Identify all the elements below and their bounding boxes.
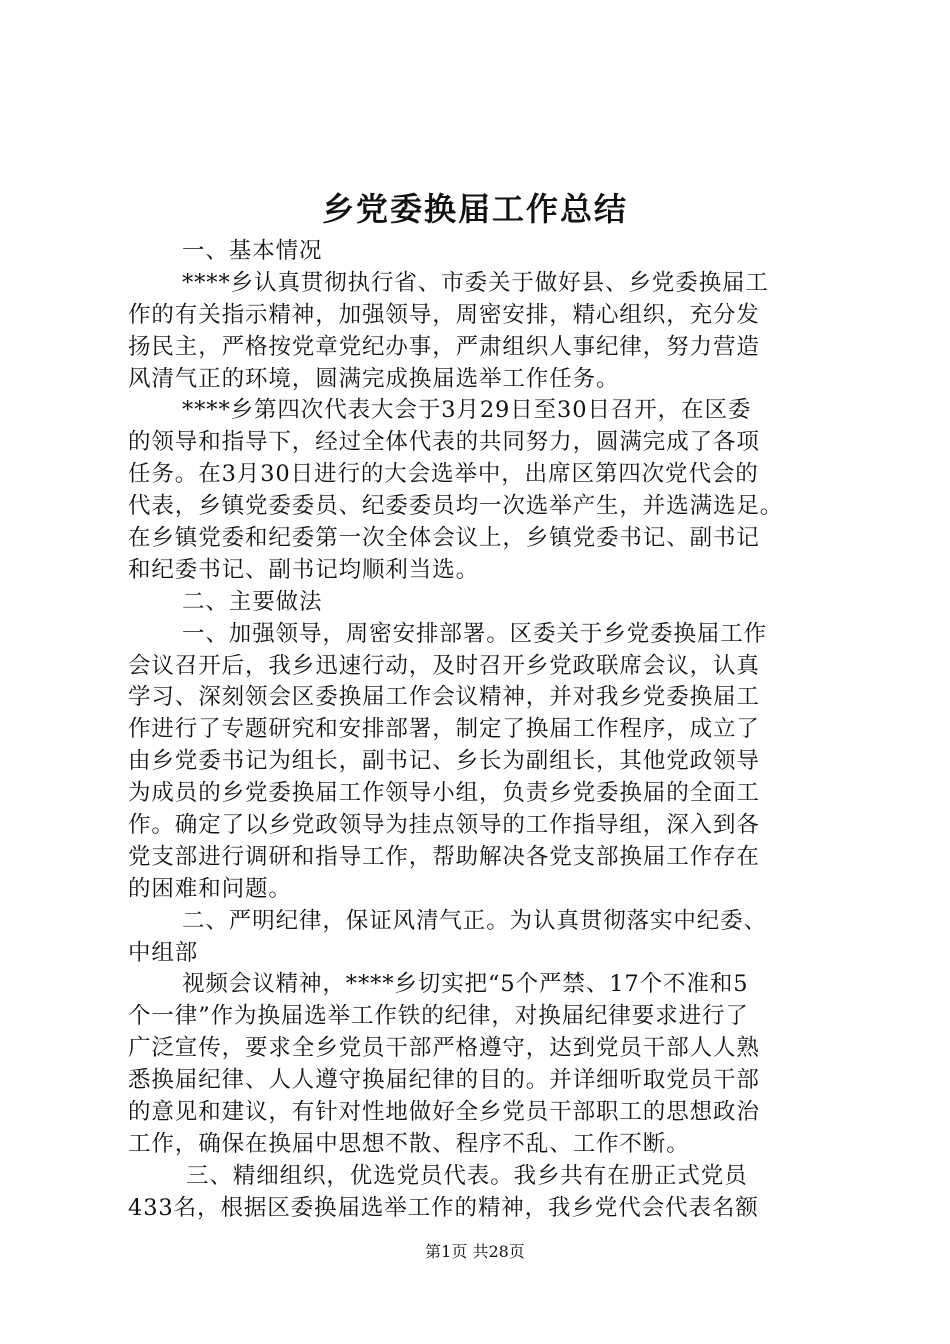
paragraph-line: 广泛宣传，要求全乡党员干部严格遵守，达到党员干部人人熟 bbox=[128, 1035, 760, 1062]
paragraph-line: 中组部 bbox=[128, 939, 199, 966]
document-body bbox=[128, 236, 834, 1225]
paragraph-line: 作进行了专题研究和安排部署，制定了换届工作程序，成立了 bbox=[128, 716, 760, 743]
paragraph-line: 作。确定了以乡党政领导为挂点领导的工作指导组，深入到各 bbox=[128, 812, 760, 839]
paragraph-line: ****乡认真贯彻执行省、市委关于做好县、乡党委换届工 bbox=[182, 269, 769, 296]
paragraph-line: 代表，乡镇党委委员、纪委委员均一次选举产生，并选满选足。 bbox=[128, 493, 784, 520]
paragraph-line: 由乡党委书记为组长，副书记、乡长为副组长，其他党政领导 bbox=[128, 748, 760, 775]
paragraph-line: 的意见和建议，有针对性地做好全乡党员干部职工的思想政治 bbox=[128, 1099, 760, 1126]
section-heading-methods: 二、主要做法 bbox=[182, 588, 323, 615]
section-heading-basic: 一、基本情况 bbox=[182, 238, 323, 264]
page-footer: 第1页 共28页 bbox=[425, 1242, 525, 1261]
paragraph-line: 扬民主，严格按党章党纪办事，严肃组织人事纪律，努力营造 bbox=[128, 333, 760, 360]
paragraph-line: 党支部进行调研和指导工作，帮助解决各党支部换届工作存在 bbox=[128, 843, 760, 870]
paragraph-line: ****乡第四次代表大会于3月29日至30日召开，在区委 bbox=[182, 397, 752, 424]
paragraph-line: 一、加强领导，周密安排部署。区委关于乡党委换届工作 bbox=[182, 620, 768, 647]
paragraph-line: 作的有关指示精神，加强领导，周密安排，精心组织，充分发 bbox=[128, 301, 760, 328]
paragraph-line: 和纪委书记、副书记均顺利当选。 bbox=[128, 556, 480, 583]
paragraph-line: 学习、深刻领会区委换届工作会议精神，并对我乡党委换届工 bbox=[128, 684, 760, 711]
paragraph-line: 个一律”作为换届选举工作铁的纪律，对换届纪律要求进行了 bbox=[128, 1003, 749, 1030]
paragraph-line: 的领导和指导下，经过全体代表的共同努力，圆满完成了各项 bbox=[128, 429, 760, 456]
paragraph-line: 三、精细组织，优选党员代表。我乡共有在册正式党员 bbox=[186, 1162, 748, 1189]
document-title: 乡党委换届工作总结 bbox=[321, 190, 628, 228]
paragraph-line: 风清气正的环境，圆满完成换届选举工作任务。 bbox=[128, 365, 620, 392]
paragraph-line: 在乡镇党委和纪委第一次全体会议上，乡镇党委书记、副书记 bbox=[128, 525, 760, 552]
paragraph-line: 433名，根据区委换届选举工作的精神，我乡党代会代表名额 bbox=[128, 1194, 759, 1221]
paragraph-line: 二、严明纪律，保证风清气正。为认真贯彻落实中纪委、 bbox=[182, 907, 768, 934]
paragraph-line: 工作，确保在换届中思想不散、程序不乱、工作不断。 bbox=[128, 1130, 690, 1157]
paragraph-line: 为成员的乡党委换届工作领导小组，负责乡党委换届的全面工 bbox=[128, 780, 760, 807]
paragraph-line: 任务。在3月30日进行的大会选举中，出席区第四次党代会的 bbox=[128, 461, 759, 488]
paragraph-line: 会议召开后，我乡迅速行动，及时召开乡党政联席会议，认真 bbox=[128, 652, 760, 679]
paragraph-line: 视频会议精神，****乡切实把“5个严禁、17个不准和5 bbox=[182, 971, 749, 998]
paragraph-line: 悉换届纪律、人人遵守换届纪律的目的。并详细听取党员干部 bbox=[128, 1067, 760, 1094]
paragraph-line: 的困难和问题。 bbox=[128, 875, 292, 902]
